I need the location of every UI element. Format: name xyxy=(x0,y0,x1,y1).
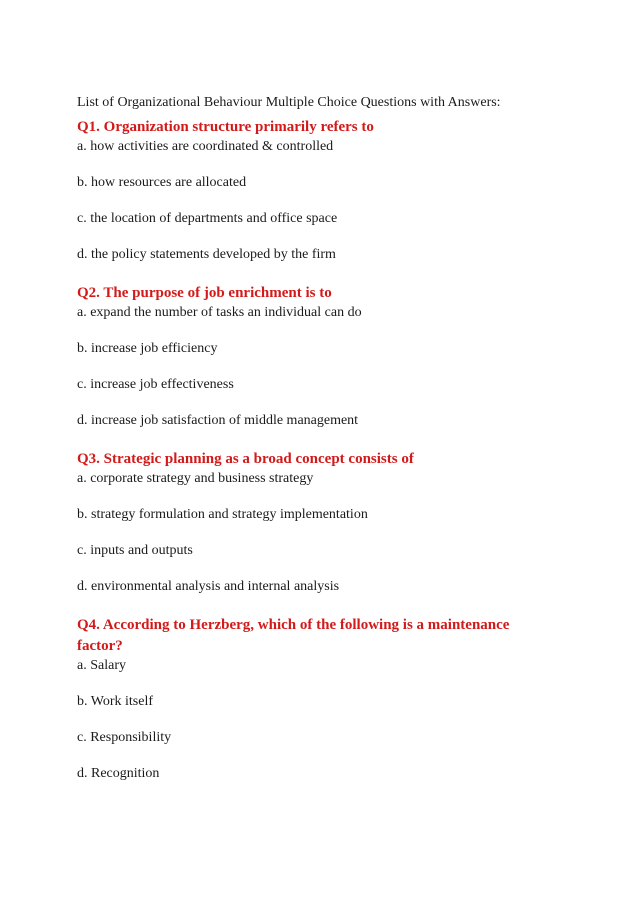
question-block-1 xyxy=(77,117,547,264)
answer-option: d. the policy statements developed by the firm xyxy=(77,247,336,262)
question-block-3 xyxy=(77,449,547,596)
answer-option: c. Responsibility xyxy=(77,730,172,745)
question-title: Q1. Organization structure primarily refers to xyxy=(77,119,374,135)
answer-option: d. Recognition xyxy=(77,766,160,781)
question-title: Q2. The purpose of job enrichment is to xyxy=(77,285,332,301)
answer-option: d. environmental analysis and internal analysis xyxy=(77,579,340,594)
answer-option: a. corporate strategy and business strategy xyxy=(77,471,314,486)
answer-option: a. Salary xyxy=(77,658,126,673)
answer-option: a. expand the number of tasks an individual can do xyxy=(77,305,362,320)
answer-option: c. increase job effectiveness xyxy=(77,377,234,392)
question-title: Q4. According to Herzberg, which of the following is a maintenance factor? xyxy=(77,617,510,654)
answer-option: c. the location of departments and office space xyxy=(77,211,338,226)
answer-option: b. strategy formulation and strategy implementation xyxy=(77,507,368,522)
answer-option: a. how activities are coordinated & controlled xyxy=(77,139,334,154)
answer-option: d. increase job satisfaction of middle management xyxy=(77,413,359,428)
answer-option: b. Work itself xyxy=(77,694,153,709)
question-block-4 xyxy=(77,615,547,783)
answer-option: b. increase job efficiency xyxy=(77,341,218,356)
question-title: Q3. Strategic planning as a broad concept consists of xyxy=(77,451,414,467)
intro-text: List of Organizational Behaviour Multiple Choice Questions with Answers: xyxy=(77,95,501,110)
answer-option: b. how resources are allocated xyxy=(77,175,247,190)
answer-option: c. inputs and outputs xyxy=(77,543,193,558)
question-block-2 xyxy=(77,283,547,430)
